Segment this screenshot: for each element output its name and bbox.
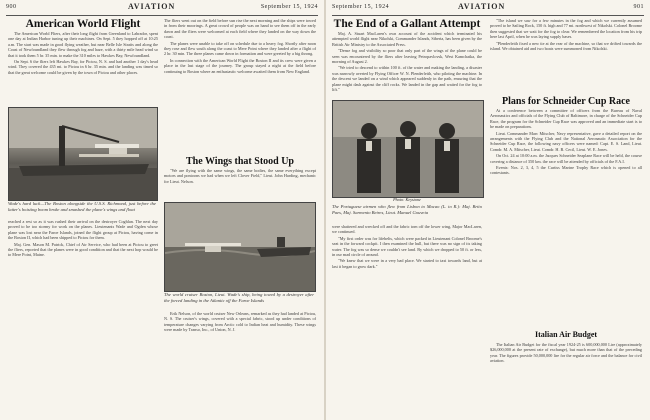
- article3-continued-column: [332, 224, 482, 415]
- photo-portuguese-airmen-credit: Photo: Keystone: [393, 197, 421, 202]
- left-running-header: [6, 4, 318, 14]
- article2-continued-column: [164, 311, 316, 415]
- photo-portuguese-airmen-caption: The Portuguese airmen who flew from Lisbon to Macao (L. to R.): Maj. Brito Paes, Maj. Sarmento Beires, Lieut. Manuel Gouveia: [332, 204, 482, 215]
- headline-schneider-cup-race: Plans for Schneider Cup Race: [502, 96, 630, 107]
- headline-american-world-flight: American World Flight: [25, 18, 141, 30]
- right-page: [326, 0, 650, 420]
- article-american-world-flight: [8, 18, 158, 104]
- headline-end-of-gallant-attempt: The End of a Gallant Attempt: [333, 18, 481, 30]
- right-col2-paragraph: "Plenderleith fixed a new tie at the rear of the machine, so that we drifted towards the island. We obtained aid and two boats were summoned from Nikolski.: [490, 40, 642, 52]
- photo-portuguese-airmen: [332, 100, 484, 198]
- article3-paragraph: "Dense fog and visibility so poor that only part of the wings of the plane could be seen was encountered by the fliers after leaving Petropavlovsk, West Kamchatka, the morning of August 2.: [332, 48, 482, 65]
- photo-boston-richmond-illustration: [9, 108, 157, 200]
- article-schneider-cup-race: [490, 96, 642, 324]
- right-running-title: AVIATION: [458, 2, 506, 11]
- right-running-header: [332, 4, 644, 14]
- right-column-two-top-text: [490, 18, 642, 94]
- photo-boston-towed-caption: The world cruiser Boston, Lieut. Wade's ship, being towed by a destroyer after the forced landing in the Atlantic off the Faroe Islands: [164, 292, 314, 303]
- article3-continued-paragraph: were shattered and wrecked off and the fabric torn off the lower wing, Major MacLaren, we continued.: [332, 224, 482, 235]
- photo-portuguese-airmen-illustration: [333, 101, 483, 197]
- article4-paragraph: Lieut. Commander Marc Mitscher, Navy representative, gave a detailed report on the arrangements with the Flying Club and the National Aeronautic Association for the Schneider Cup Race, the following navy officers were named: Capt. E. S. Land, Lieut. Comdr. M. A. Mitscher, Lieut. Comdr. H. B. Cecil, Lieut. W. E. Jones.: [490, 130, 642, 152]
- right-page-number: 901: [633, 4, 644, 10]
- article3-paragraph: Maj. A. Stuart MacLaren's own account of the accident which terminated his attempted world flight near Nikolski, Commander Islands, Siberia, has been given by the British Air Ministry to the Associated Press.: [332, 31, 482, 47]
- left-running-title: AVIATION: [128, 2, 176, 11]
- photo-boston-towed: [164, 202, 316, 292]
- article1-continued-paragraph: reached a rest so as it was rushed their arrival on the destroyer Coghlan. The next day proved to be too stormy for work on the planes. Lieutenants Wade and Ogden whose plane was lost near the Faroe Islands, joined the flight group at Pictou, having come in the Boston II, which had been shipped to Pictou for them.: [8, 219, 158, 241]
- left-page-number: 900: [6, 4, 17, 10]
- article4-paragraph: At a conference between a committee of officers from the Bureau of Naval Aeronautics and officials of the Flying Club of Baltimore, in charge of the Schneider Cup Race, the program for the Schneider Cup Race was approved and an immediate start is to be made on preparations.: [490, 108, 642, 130]
- article2-continued-paragraph: Erik Nelson, of the world cruiser New Orleans, remarked as they had landed at Pictou, N. S. The cruiser's wings, covered with a special fabric, stood up under conditions of temperature changes varying from Arctic cold to Indian heat and humidity. These wings were made by Transo, Inc., of Union, N. J.: [164, 311, 316, 333]
- article-italian-air-budget: [490, 342, 642, 415]
- col2-paragraph: The planes were unable to take off on schedule due to a heavy fog. Shortly after noon they rose and flew south along the coast to Mere Point where they landed after a flight of 2 hr. 30 min. The three planes came down in formation and were greeted by a big throng.: [164, 40, 316, 57]
- right-page-date: September 15, 1924: [332, 4, 390, 10]
- article1-continued-paragraph: Maj. Gen. Mason M. Patrick, Chief of Air Service, who had been at Pictou to greet the fliers, reported that the planes were in good condition and that the next hop would be to Mere Point, Maine.: [8, 241, 158, 258]
- left-column-two-text: [164, 18, 316, 154]
- headline-wings-that-stood-up: The Wings that Stood Up: [186, 156, 294, 167]
- photo-boston-richmond: [8, 107, 158, 201]
- article5-paragraph: The Italian Air Budget for the fiscal year 1924-25 is 600,000,000 Lire (approximately $26,000,000 at the present rate of exchange), but much more than that of the preceding year. The figures provide 50,000,000 lire for the regular air force and the balance for civil aviation.: [490, 342, 642, 364]
- article1-paragraph: On Sept. 6 the fliers left Hawkes Bay, for Pictou, N. S. and had another 1 day's head wind. They covered the 435 mi. to Pictou in 6 hr. 35 min. and the landing was timed so that the great welcome could be given by the town of Pictou and other places.: [8, 59, 158, 75]
- article-end-of-gallant-attempt: [332, 18, 482, 98]
- col2-paragraph: In connection with the American World Flight the Boston II and its crew were given a place in the last stage of the journey. The group stayed a night at the field before continuing to Boston where an enthusiastic welcome awaited them from New England.: [164, 57, 316, 74]
- article4-paragraph: On Oct. 24 at 10:00 a.m. the Jacques Schneider Seaplane Race will be held, the course covering a distance of 350 km. the race will be attended by officials of the F.A.I.: [490, 153, 642, 164]
- right-header-rule: [332, 15, 644, 16]
- headline-italian-air-budget: Italian Air Budget: [534, 330, 598, 339]
- article3-continued-paragraph: "We knew that we were in a very bad place. We started to taxi towards land, but at last it began to grow dark.": [332, 258, 482, 269]
- photo-boston-towed-illustration: [165, 203, 315, 291]
- article-wings-that-stood-up: [164, 156, 316, 200]
- article4-paragraph: Events: Nos. 2, 3, 4, 5 the Curtiss Marine Trophy Race which is opened to all contestants.: [490, 165, 642, 176]
- article3-paragraph: "We tried to descend to within 100 ft. of the water and making the landing, a disaster was narrowly averted by Flying Officer W. N. Plenderleith, who piloting the machine. In the descent we landed on a wind which appeared suddenly in the path, ensuring that the plane might dash against the cliff rocks. We landed in the gap and waited for the fog to lift.": [332, 65, 482, 93]
- article2-paragraph: "We are flying with the same wings, the same bodies, the same everything except motors and pontoons we had when we left Clover Field," Lieut. John Harding, mechanic for Lieut. Nelson.: [164, 168, 316, 184]
- article1-paragraph: The American World Fliers, after their long flight from Greenland to Labrador, spent one day at Indian Harbor tuning up their machines. On Sept. 5 they hopped off at 10:25 a.m. The start was made in good flying weather, but near Belle Isle Straits and along the Coast of Newfoundland they flew through fog and haze, with a thirty mile head wind so that it took them 5 hr. 35 min. to make the 310 miles to Hawkes Bay, Newfoundland.: [8, 31, 158, 58]
- right-col2-paragraph: "The island we saw for a few minutes in the fog and which we currently assumed proved to be Sailing Rock, 150 ft. high and 77 mi. northwest of Nikolski. Colonel Broome then suggested that we wait for the fog to clear. We remembered the location from his trip here last April, when he was laying supply bases.: [490, 18, 642, 40]
- col2-paragraph: The fliers went out on the field before sun rise the next morning and the ships were towed in from their moorings. A great crowd of people was on hand to see them off in the early dawn and the fliers were welcomed at each field where they landed on the way down the coast.: [164, 18, 316, 40]
- article1-continued-column: [8, 219, 158, 415]
- photo-boston-richmond-caption: Wade's hard luck—The Boston alongside the U.S.S. Richmond, just before the latter's hoisting boom broke and smashed the plane's wings and float: [8, 201, 156, 212]
- left-page-date: September 15, 1924: [260, 4, 318, 10]
- article3-continued-paragraph: "My first order was for lifebelts, which were packed in Lieutenant Colonel Broome's seat in the forward cockpit. I then examined the hull, but there was no sign of its taking water. The fog was so dense we couldn't see land. By which we dropped to 50 ft. or less, in our mad circle of around.: [332, 235, 482, 258]
- left-header-rule: [6, 15, 318, 16]
